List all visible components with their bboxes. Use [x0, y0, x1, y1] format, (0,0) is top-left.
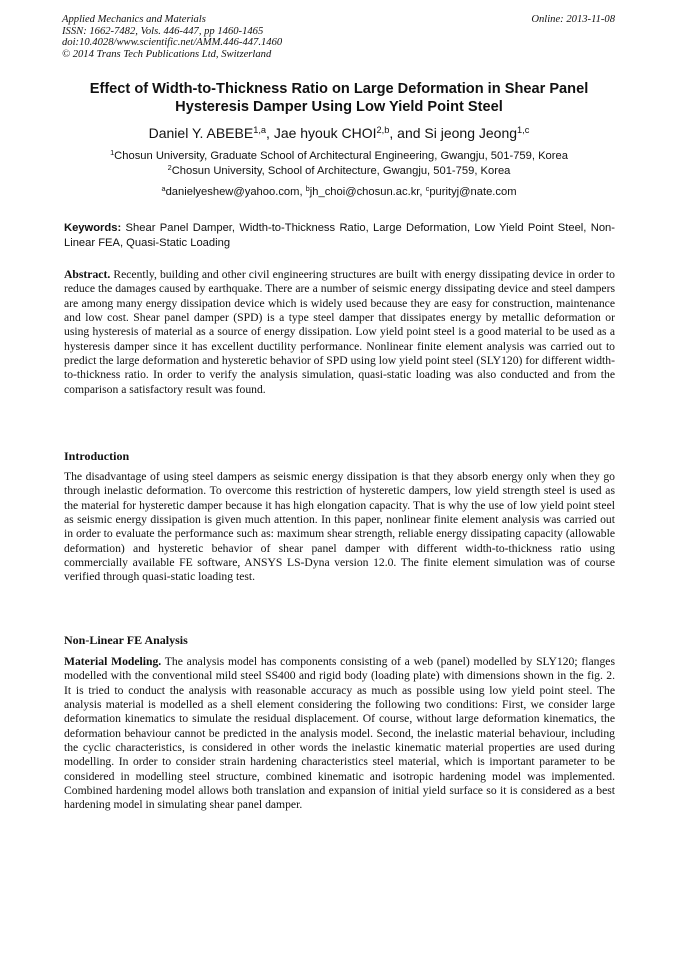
- journal-header: [62, 14, 282, 60]
- author-list: [40, 124, 638, 142]
- affiliation-1-text: Chosun University, Graduate School of Architectural Engineering, Gwangju, 501-759, Korea: [114, 150, 568, 162]
- affiliation-2: [40, 164, 638, 179]
- introduction-heading: Introduction: [64, 449, 130, 463]
- abstract-label: Abstract.: [64, 268, 111, 281]
- email-1-sup: a: [161, 183, 166, 193]
- abstract: [64, 268, 615, 397]
- affiliation-2-sup: 2: [167, 162, 172, 172]
- journal-copyright: © 2014 Trans Tech Publications Ltd, Switzerland: [62, 48, 272, 60]
- fe-analysis-paragraph: [64, 655, 615, 813]
- material-modeling-text: The analysis model has components consisting of a web (panel) modelled by SLY120; flanges modelled with the conventional mild steel SS400 and rigid body (loading plate) with dimensions shown in the fig. 2. It is tried to conduct the analysis with reasonable accuracy as much as possible using low yield point steel. The analysis material is modelled as a shell element considering the following two conditions: First, we consider large deformation kinematics to simulate the residual displacement. Of course, without large deformation kinematics, the deformation behaviour cannot be predicted in the analysis model. Second, the inelastic material behaviour, including the cyclic characteristics, is considered in other words the inelastic kinematic material properties are used during modelling. In order to consider strain hardening characteristics steel material, which is important parameter to be considered in modelling steel structure, combined kinematic and isotropic hardening model was implemented. Combined hardening model allows both translation and expansion of initial yield surface so it is considered as a best hardening model in simulating shear panel damper.: [64, 655, 615, 812]
- fe-analysis-heading: Non-Linear FE Analysis: [64, 633, 188, 647]
- online-date: Online: 2013-11-08: [531, 14, 615, 25]
- journal-issn: ISSN: 1662-7482, Vols. 446-447, pp 1460-1465: [62, 25, 264, 37]
- title-line-2: Hysteresis Damper Using Low Yield Point Steel: [175, 99, 503, 115]
- email-3: purityj@nate.com: [429, 186, 517, 198]
- affiliations: [40, 149, 638, 178]
- email-2-sup: b: [305, 183, 310, 193]
- author-2-name: Jae hyouk CHOI: [273, 125, 377, 141]
- author-1-name: Daniel Y. ABEBE: [148, 125, 254, 141]
- journal-name: Applied Mechanics and Materials: [62, 14, 206, 25]
- email-1: danielyeshew@yahoo.com,: [165, 186, 306, 198]
- keywords-text: Shear Panel Damper, Width-to-Thickness Ratio, Large Deformation, Low Yield Point Steel, Non-Linear FEA, Quasi-Static Loading: [64, 222, 615, 249]
- author-emails: [40, 185, 638, 199]
- author-3-sup: 1,c: [517, 124, 530, 135]
- material-modeling-label: Material Modeling.: [64, 655, 162, 668]
- affiliation-1-sup: 1: [110, 147, 115, 157]
- keywords-label: Keywords:: [64, 222, 122, 234]
- affiliation-1: [40, 149, 638, 164]
- email-3-sup: c: [425, 183, 430, 193]
- author-separator-1: ,: [266, 125, 274, 141]
- journal-doi: doi:10.4028/www.scientific.net/AMM.446-447.1460: [62, 37, 283, 49]
- author-1-sup: 1,a: [253, 124, 267, 135]
- author-2-sup: 2,b: [376, 124, 390, 135]
- email-2: jh_choi@chosun.ac.kr,: [309, 186, 426, 198]
- introduction-text: The disadvantage of using steel dampers as seismic energy dissipation is that they absorb energy only when they go through inelastic deformation. To overcome this restriction of hysteretic dampers, low yield strength steel is used as the material for hysteretic damper because it has high elongation capacity. That is why the use of low yield point steel as seismic energy dissipation is given much attention. In this paper, nonlinear finite element analysis was carried out in order to evaluate the performance such as: maximum shear strength, reliable energy dissipating capacity (allowable deformation) and hysteretic behavior of shear panel damper with different width-to-thickness ratio using commercially available FE software, ANSYS LS-Dyna version 12.0. The finite element simulation was of course verified through quasi-static loading test.: [64, 470, 615, 584]
- author-3-name: Si jeong Jeong: [424, 125, 518, 141]
- affiliation-2-text: Chosun University, School of Architecture, Gwangju, 501-759, Korea: [171, 164, 511, 177]
- paper-title: [40, 80, 638, 116]
- abstract-text: Recently, building and other civil engineering structures are built with energy dissipating device in order to reduce the damages caused by earthquake. There are a number of seismic energy dissipating device and steel dampers are among many energy dissipation device which is widely used because they are easy for construction, maintenance and low cost. Shear panel damper (SPD) is a type steel damper that dissipates energy by metallic deformation or using hysteresis of material as a source of energy dissipation. Low yield point steel is a good material to be used as a hysteresis damper since it has excellent ductility performance. Nonlinear finite element analysis was carried out to predict the large deformation and hysteretic behavior of SPD using low yield point steel (SLY120) for different width-to-thickness ratio. In order to verify the analysis simulation, quasi-static loading was also conducted and from the comparison a satisfactory result was found.: [64, 268, 615, 396]
- keywords: [64, 221, 615, 250]
- author-separator-2: , and: [389, 125, 425, 141]
- title-line-1: Effect of Width-to-Thickness Ratio on Large Deformation in Shear Panel: [89, 81, 589, 97]
